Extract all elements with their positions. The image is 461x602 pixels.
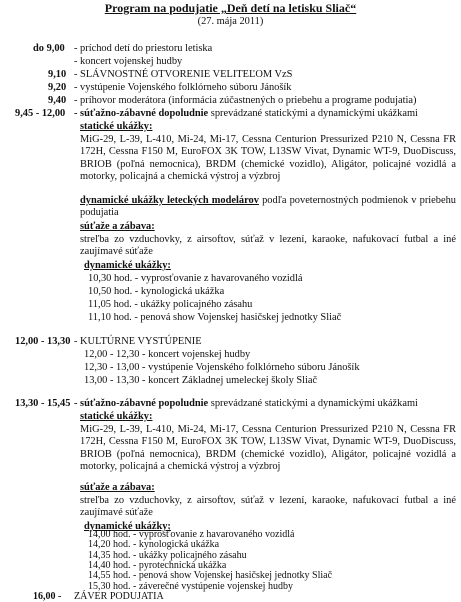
static-text: MiG-29, L-39, L-410, Mi-24, Mi-17, Cessna Centurion Pressurized P210 N, Cessna FR 172H, Cessna F150 M, EuroFOX 3K TOW, L13SW Vivat, Dynamic WT-9, DuoDiscuss, BRIOB (poľná nemocnica), BRDM (chemické vozidlo), Aligátor, policajné vozidlá a motorky, policajná a chemická výstroj a výzbroj: [80, 134, 456, 183]
schedule-time: do 9,00: [33, 43, 65, 54]
document-title: Program na podujatie „Deň detí na letisku Sliač“: [104, 1, 357, 15]
document-date: (27. mája 2011): [197, 16, 264, 27]
end-text: ZÁVER PODUJATIA: [74, 590, 164, 602]
section-time: 12,00 - 13,30: [15, 336, 71, 347]
schedule-time: 9,40: [48, 95, 67, 106]
dyn-item: 14,20 hod. - kynologická ukážka: [88, 539, 220, 551]
dyn-item: 11,05 hod. - ukážky policajného zásahu: [88, 299, 253, 310]
end-time: 16,00 -: [33, 590, 62, 602]
schedule-text: - SLÁVNOSTNÉ OTVORENIE VELITEĽOM VzS: [74, 69, 293, 80]
schedule-time: 9,20: [48, 82, 67, 93]
dyn-item: 14,40 hod. - pyrotechnická ukážka: [88, 559, 227, 571]
section-heading: - súťažno-zábavné popoludnie: [74, 398, 209, 409]
dyn-label: dynamické ukážky:: [84, 260, 171, 271]
dyn-item: 14,00 hod. - vyprosťovanie z havarovaného vozidlá: [88, 529, 295, 540]
static-label: statické ukážky:: [80, 121, 153, 132]
schedule-text: - koncert vojenskej hudby: [74, 56, 183, 67]
static-text: MiG-29, L-39, L-410, Mi-24, Mi-17, Cessna Centurion Pressurized P210 N, Cessna FR 172H, Cessna F150 M, EuroFOX 3K TOW, L13SW Vivat, Dynamic WT-9, DuoDiscuss, BRIOB (poľná nemocnica), BRDM (chemické vozidlo), Aligátor, policajné vozidlá a motorky, policajná a chemická výstroj a výzbroj: [80, 424, 456, 473]
section-heading-rest: sprevádzané statickými a dynamickými ukážkami: [210, 398, 418, 409]
section-time: 13,30 - 15,45: [15, 398, 71, 409]
culture-item: 12,00 - 12,30 - koncert vojenskej hudby: [84, 349, 251, 360]
section-time: 9,45 - 12,00: [15, 108, 66, 119]
fun-label: súťaže a zábava:: [80, 482, 155, 493]
schedule-text: - príhovor moderátora (informácia zúčastnených o priebehu a programe podujatia): [74, 95, 417, 106]
dyn-item: 10,50 hod. - kynologická ukážka: [88, 286, 225, 297]
dyn-item: 15,30 hod. - záverečné vystúpenie vojenskej hudby: [88, 580, 293, 592]
section-heading-row: [74, 398, 418, 410]
culture-item: 13,00 - 13,30 - koncert Základnej umeleckej školy Sliač: [84, 375, 318, 386]
models-paragraph: [80, 195, 456, 220]
schedule-time: 9,10: [48, 69, 67, 80]
fun-label: súťaže a zábava:: [80, 221, 155, 232]
dyn-item: 10,30 hod. - vyprosťovanie z havarovaného vozidlá: [88, 273, 303, 284]
fun-text: streľba zo vzduchovky, z airsoftov, súťaž v lezení, karaoke, nafukovací futbal a iné zaujímavé súťaže: [80, 234, 456, 258]
dyn-item: 11,10 hod. - penová show Vojenskej hasičskej jednotky Sliač: [88, 312, 342, 323]
section-heading: - súťažno-zábavné dopoludnie: [74, 108, 209, 119]
section-heading-rest: sprevádzané statickými a dynamickými ukážkami: [210, 108, 418, 119]
culture-item: 12,30 - 13,00 - vystúpenie Vojenského folklórneho súboru Jánošík: [84, 362, 360, 373]
section-heading-row: [74, 108, 418, 120]
dyn-item: 14,35 hod. - ukážky policajného zásahu: [88, 549, 247, 561]
dyn-item: 14,55 hod. - penová show Vojenskej hasičskej jednotky Sliač: [88, 570, 333, 582]
section-heading: - KULTÚRNE VYSTÚPENIE: [74, 336, 202, 347]
schedule-row: [33, 43, 65, 55]
fun-text: streľba zo vzduchovky, z airsoftov, súťaž v lezení, karaoke, nafukovací futbal a iné zaujímavé súťaže: [80, 495, 456, 519]
schedule-text: - vystúpenie Vojenského folklórneho súboru Jánošík: [74, 82, 292, 93]
models-label: dynamické ukážky leteckých modelárov: [80, 195, 259, 206]
static-label: statické ukážky:: [80, 411, 153, 422]
dyn-label: dynamické ukážky:: [84, 521, 171, 532]
models-rest: podľa poveternostných podmienok v priebehu podujatia: [80, 195, 456, 219]
schedule-text: - príchod detí do priestoru letiska: [74, 43, 213, 54]
